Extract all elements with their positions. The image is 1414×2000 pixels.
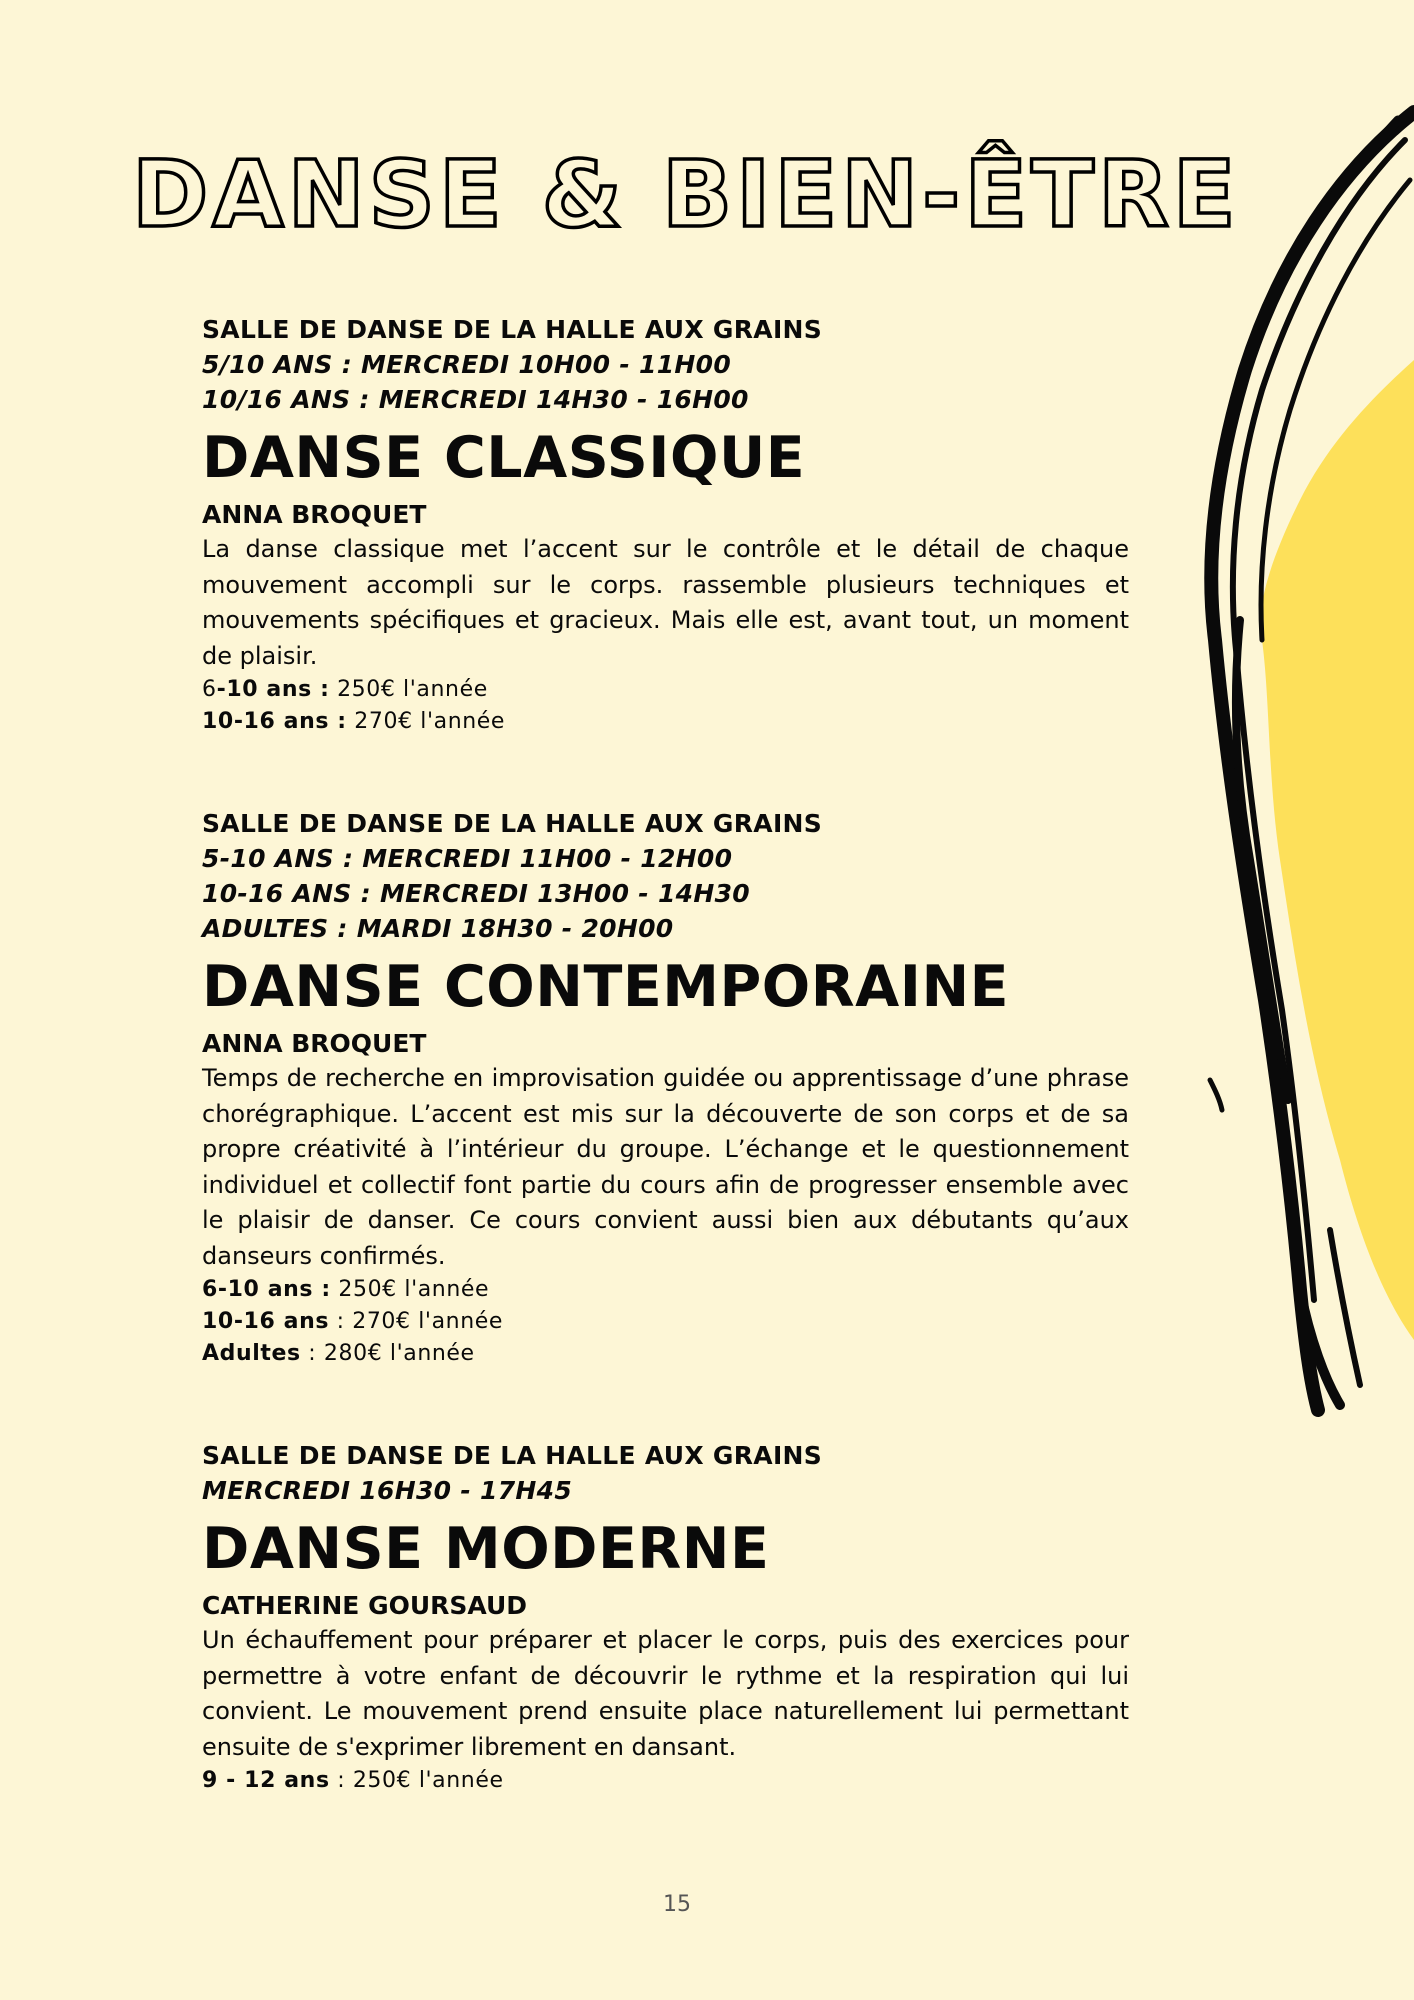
venue-label: SALLE DE DANSE DE LA HALLE AUX GRAINS (202, 315, 823, 344)
teacher-name: ANNA BROQUET (202, 500, 427, 529)
teacher-name: CATHERINE GOURSAUD (202, 1591, 528, 1620)
schedule-line: 5-10 ANS : MERCREDI 11H00 - 12H00 (202, 844, 733, 873)
price-value: : 250€ l'année (329, 1768, 504, 1793)
price-line (202, 1274, 1129, 1306)
course-section-classique (202, 312, 1129, 738)
course-section-contemporaine (202, 806, 1129, 1370)
price-line (202, 1306, 1129, 1338)
price-line (202, 1765, 1129, 1797)
schedule-line: 5/10 ANS : MERCREDI 10H00 - 11H00 (202, 350, 732, 379)
price-value: : 270€ l'année (329, 1309, 504, 1334)
yellow-paint-stroke (1260, 360, 1414, 1340)
venue-label: SALLE DE DANSE DE LA HALLE AUX GRAINS (202, 1441, 823, 1470)
schedule-line: 10-16 ANS : MERCREDI 13H00 - 14H30 (202, 879, 750, 908)
course-description: La danse classique met l’accent sur le contrôle et le détail de chaque mouvement accompli sur le corps. rassemble plusieurs techniques et mouvements spécifiques et gracieux. Mais elle est, avant tout, un moment de plaisir. (202, 535, 1129, 670)
teacher-name: ANNA BROQUET (202, 1029, 427, 1058)
course-title: DANSE CLASSIQUE (202, 425, 806, 491)
price-age-group: Adultes (202, 1341, 301, 1366)
course-list (202, 312, 1129, 1797)
course-title: DANSE MODERNE (202, 1516, 770, 1582)
price-age-group: 10-16 ans (202, 1309, 330, 1334)
venue-label: SALLE DE DANSE DE LA HALLE AUX GRAINS (202, 809, 823, 838)
schedule-line: ADULTES : MARDI 18H30 - 20H00 (202, 914, 674, 943)
price-age-group: 6-10 ans : (202, 1277, 331, 1302)
price-line (202, 706, 1129, 738)
price-age-group: 9 - 12 ans (202, 1768, 330, 1793)
course-description: Temps de recherche en improvisation guidée ou apprentissage d’une phrase chorégraphique. L’accent est mis sur la découverte de son corps et de sa propre créativité à l’intérieur du groupe. L’échange et le questionnement individuel et collectif font partie du cours afin de progresser ensemble avec le plaisir de danser. Ce cours convient aussi bien aux débutants qu’aux danseurs confirmés. (202, 1064, 1129, 1270)
price-value: 250€ l'année (329, 677, 488, 702)
yellow-paint-accent (1372, 380, 1414, 520)
price-value: 250€ l'année (330, 1277, 490, 1302)
schedule-line: 10/16 ANS : MERCREDI 14H30 - 16H00 (202, 385, 749, 414)
page-number: 15 (663, 1892, 691, 1917)
price-value: 270€ l'année (346, 709, 506, 734)
course-description: Un échauffement pour préparer et placer le corps, puis des exercices pour permettre à votre enfant de découvrir le rythme et la respiration qui lui convient. Le mouvement prend ensuite place naturellement lui permettant ensuite de s'exprimer librement en dansant. (202, 1626, 1129, 1761)
schedule-line: MERCREDI 16H30 - 17H45 (202, 1476, 573, 1505)
course-title: DANSE CONTEMPORAINE (202, 954, 1010, 1020)
price-age-group: 10-16 ans : (202, 709, 347, 734)
page-title: DANSE & BIEN-ÊTRE (132, 141, 1240, 248)
price-line (202, 674, 1129, 706)
course-section-moderne (202, 1438, 1129, 1797)
price-age-group: -10 ans : (216, 677, 330, 702)
black-brush-stroke (1210, 112, 1414, 1410)
price-lead: 6 (202, 677, 217, 702)
price-value: : 280€ l'année (300, 1341, 475, 1366)
price-line (202, 1338, 1129, 1370)
